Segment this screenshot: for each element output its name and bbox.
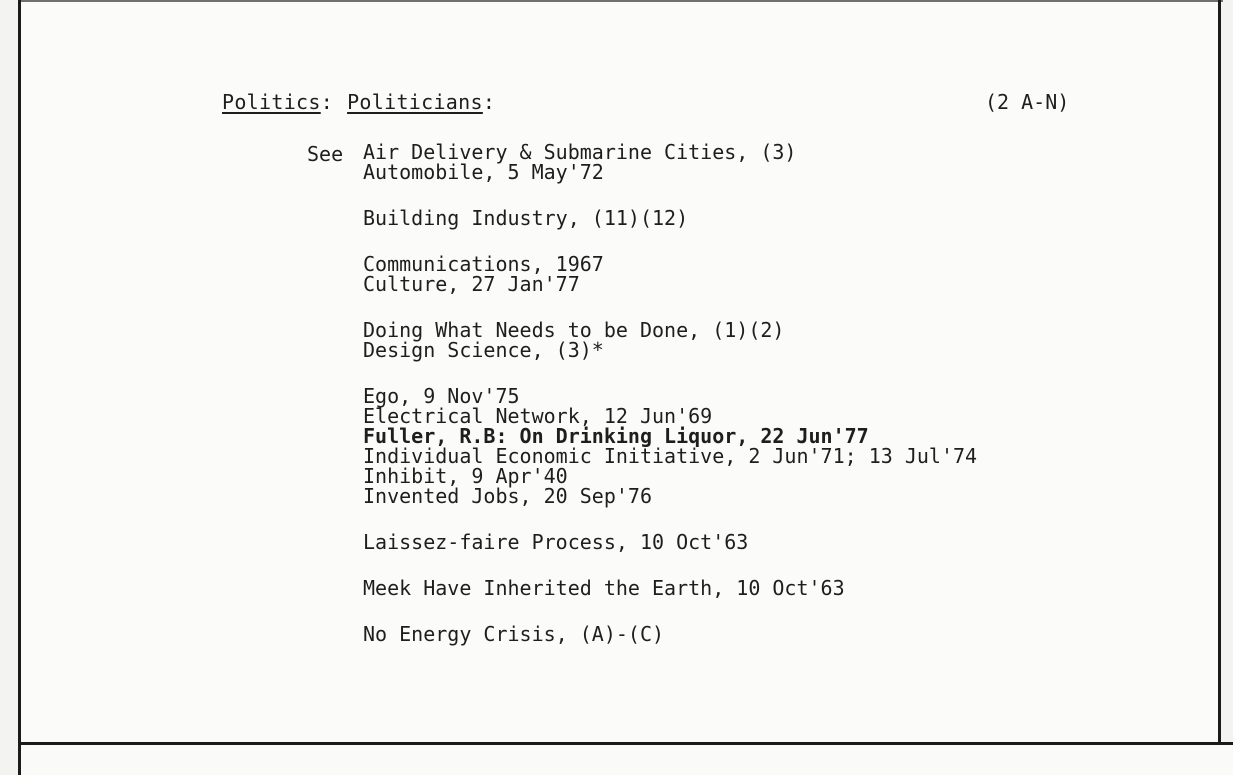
list-item: Invented Jobs, 20 Sep'76 xyxy=(363,484,652,508)
list-item: Air Delivery & Submarine Cities, (3) xyxy=(363,140,797,164)
cross-reference-list xyxy=(363,142,977,644)
list-item: Culture, 27 Jan'77 xyxy=(363,272,580,296)
list-item: Communications, 1967 xyxy=(363,252,604,276)
see-label: See xyxy=(307,142,344,166)
list-item: Building Industry, (11)(12) xyxy=(363,206,689,230)
list-item: Automobile, 5 May'72 xyxy=(363,160,604,184)
card-right-border xyxy=(1218,0,1221,775)
card-heading xyxy=(222,90,495,114)
card-reference: (2 A-N) xyxy=(985,90,1070,114)
next-card-edge xyxy=(21,745,1233,775)
list-item: Doing What Needs to be Done, (1)(2) xyxy=(363,318,785,342)
topic-separator: : xyxy=(320,90,334,114)
list-item: Inhibit, 9 Apr'40 xyxy=(363,464,568,488)
subtopic-label: Politicians xyxy=(347,90,483,114)
list-item: Meek Have Inherited the Earth, 10 Oct'63 xyxy=(363,576,845,600)
list-item: Ego, 9 Nov'75 xyxy=(363,384,520,408)
list-item: Electrical Network, 12 Jun'69 xyxy=(363,404,713,428)
list-item: Fuller, R.B: On Drinking Liquor, 22 Jun'77 xyxy=(363,424,869,448)
card-left-border xyxy=(18,0,21,775)
topic-label: Politics xyxy=(222,90,321,114)
subtopic-separator: : xyxy=(482,90,496,114)
list-item: No Energy Crisis, (A)-(C) xyxy=(363,622,665,646)
list-item: Individual Economic Initiative, 2 Jun'71; 13 Jul'74 xyxy=(363,444,978,468)
list-item: Design Science, (3)* xyxy=(363,338,604,362)
list-item: Laissez-faire Process, 10 Oct'63 xyxy=(363,530,749,554)
